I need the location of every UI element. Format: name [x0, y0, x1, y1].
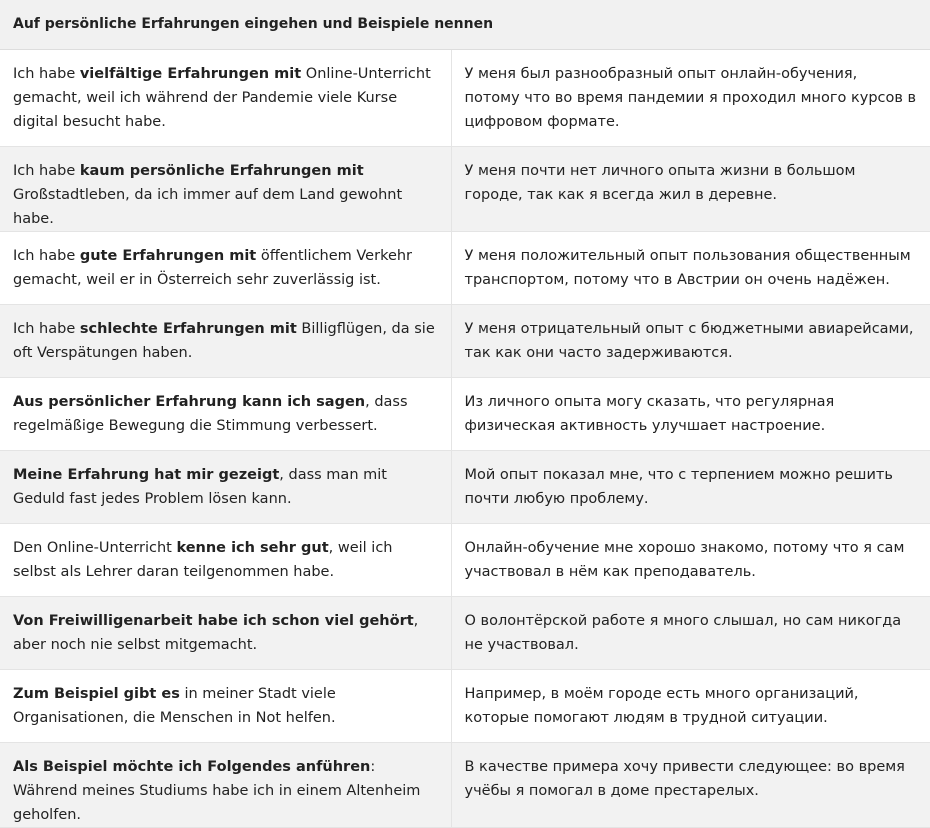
german-text-plain: Großstadtleben, da ich immer auf dem Land gewohnt habe.: [13, 186, 403, 227]
german-text-plain: Online-Unterricht gemacht, weil ich während der Pandemie viele Kurse digital besucht habe.: [13, 65, 431, 130]
table-row: [0, 231, 930, 304]
german-key-phrase: schlechte Erfahrungen mit: [79, 320, 297, 337]
german-phrase-cell: [0, 146, 451, 231]
table-row: [0, 450, 930, 523]
german-phrase-cell: [0, 304, 451, 377]
russian-translation-cell: У меня положительный опыт пользования общественным транспортом, потому что в Австрии он очень надёжен.: [451, 231, 930, 304]
german-key-phrase: vielfältige Erfahrungen mit: [79, 65, 302, 82]
german-text-plain: : Während meines Studiums habe ich in einem Altenheim geholfen.: [13, 758, 421, 823]
german-key-phrase: Aus persönlicher Erfahrung kann ich sagen: [13, 393, 366, 410]
russian-translation-cell: В качестве примера хочу привести следующее: во время учёбы я помогал в доме престарелых.: [451, 742, 930, 827]
german-phrase-cell: [0, 231, 451, 304]
german-text-plain: Ich habe: [13, 320, 80, 337]
german-key-phrase: Als Beispiel möchte ich Folgendes anführen: [13, 758, 371, 775]
russian-translation-cell: У меня отрицательный опыт с бюджетными авиарейсами, так как они часто задерживаются.: [451, 304, 930, 377]
table-row: [0, 523, 930, 596]
russian-translation-cell: У меня был разнообразный опыт онлайн-обучения, потому что во время пандемии я проходил много курсов в цифровом формате.: [451, 49, 930, 146]
german-key-phrase: Zum Beispiel gibt es: [13, 685, 180, 702]
russian-translation-cell: О волонтёрской работе я много слышал, но сам никогда не участвовал.: [451, 596, 930, 669]
german-text-plain: , dass man mit Geduld fast jedes Problem lösen kann.: [13, 466, 387, 507]
table-row: [0, 304, 930, 377]
german-text-plain: öffentlichem Verkehr gemacht, weil er in Österreich sehr zuverlässig ist.: [13, 247, 413, 288]
russian-translation-cell: Например, в моём городе есть много организаций, которые помогают людям в трудной ситуации.: [451, 669, 930, 742]
table-row: [0, 669, 930, 742]
table-header: Auf persönliche Erfahrungen eingehen und Beispiele nennen: [0, 0, 930, 49]
german-phrase-cell: [0, 450, 451, 523]
german-text-plain: , weil ich selbst als Lehrer daran teilgenommen habe.: [13, 539, 393, 580]
russian-translation-cell: Онлайн-обучение мне хорошо знакомо, потому что я сам участвовал в нём как преподаватель.: [451, 523, 930, 596]
russian-translation-cell: Из личного опыта могу сказать, что регулярная физическая активность улучшает настроение.: [451, 377, 930, 450]
german-phrase-cell: [0, 49, 451, 146]
german-text-plain: , dass regelmäßige Bewegung die Stimmung verbessert.: [13, 393, 408, 434]
german-key-phrase: kaum persönliche Erfahrungen mit: [79, 162, 364, 179]
german-key-phrase: gute Erfahrungen mit: [79, 247, 257, 264]
german-key-phrase: Meine Erfahrung hat mir gezeigt: [13, 466, 280, 483]
german-text-plain: Ich habe: [13, 65, 80, 82]
german-phrase-cell: [0, 523, 451, 596]
german-phrase-cell: [0, 596, 451, 669]
german-text-plain: in meiner Stadt viele Organisationen, die Menschen in Not helfen.: [13, 685, 336, 726]
german-text-plain: Den Online-Unterricht: [13, 539, 177, 556]
german-text-plain: Ich habe: [13, 247, 80, 264]
table-row: [0, 377, 930, 450]
german-text-plain: , aber noch nie selbst mitgemacht.: [13, 612, 419, 653]
german-phrase-cell: [0, 742, 451, 827]
russian-translation-cell: У меня почти нет личного опыта жизни в большом городе, так как я всегда жил в деревне.: [451, 146, 930, 231]
german-key-phrase: Von Freiwilligenarbeit habe ich schon viel gehört: [13, 612, 414, 629]
russian-translation-cell: Мой опыт показал мне, что с терпением можно решить почти любую проблему.: [451, 450, 930, 523]
german-text-plain: Billigflügen, da sie oft Verspätungen haben.: [13, 320, 435, 361]
table-row: [0, 146, 930, 231]
german-text-plain: Ich habe: [13, 162, 80, 179]
table-header-row: [0, 0, 930, 49]
german-phrase-cell: [0, 377, 451, 450]
table-row: [0, 49, 930, 146]
german-key-phrase: kenne ich sehr gut: [176, 539, 329, 556]
table-row: [0, 596, 930, 669]
table-row: [0, 742, 930, 827]
german-phrase-cell: [0, 669, 451, 742]
